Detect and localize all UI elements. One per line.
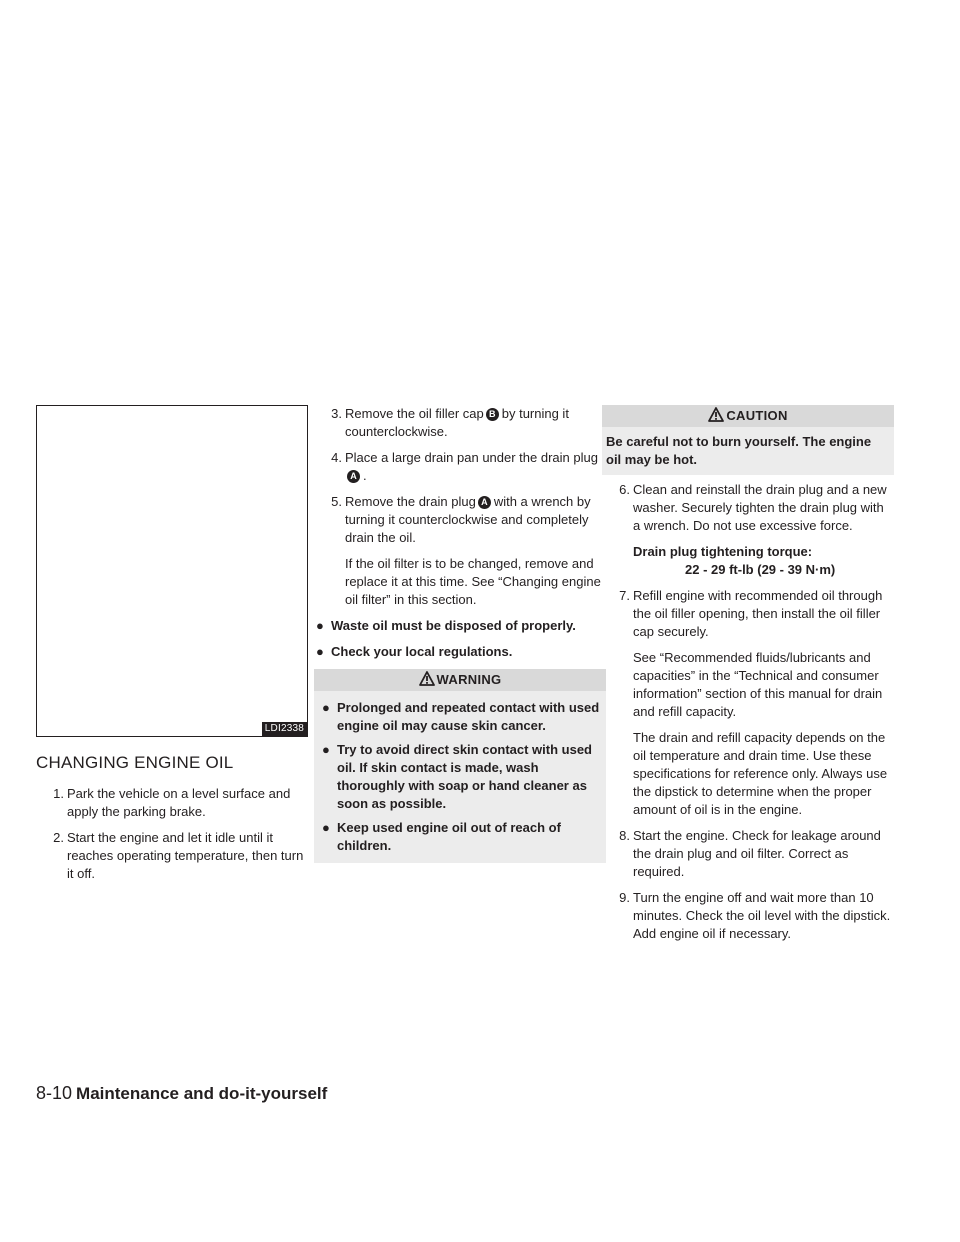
bullet-icon: ● bbox=[322, 700, 330, 715]
step-number: 4. bbox=[331, 450, 342, 465]
warning-text: Keep used engine oil out of reach of children. bbox=[337, 820, 561, 853]
figure-label: LDI2338 bbox=[262, 722, 307, 736]
bullet-item bbox=[314, 617, 606, 635]
bullet-icon: ● bbox=[316, 618, 324, 633]
step-text-cont: . bbox=[363, 468, 367, 483]
section-title: CHANGING ENGINE OIL bbox=[36, 753, 234, 772]
step-7 bbox=[602, 587, 894, 641]
bullet-text: Waste oil must be disposed of properly. bbox=[331, 618, 576, 633]
warning-text: Try to avoid direct skin contact with used oil. If skin contact is made, wash thoroughly with soap or hand cleaner as soon as possible. bbox=[337, 742, 592, 811]
step-text: Refill engine with recommended oil through the oil filler opening, then install the oil filler cap securely. bbox=[633, 588, 883, 639]
step-1 bbox=[36, 785, 308, 821]
engine-oil-figure bbox=[36, 405, 308, 737]
step-text: Remove the oil filler cap bbox=[345, 406, 484, 421]
caution-title: CAUTION bbox=[726, 408, 788, 423]
step-text: Remove the drain plug bbox=[345, 494, 476, 509]
step-text: Start the engine and let it idle until it reaches operating temperature, then turn it off. bbox=[67, 830, 304, 881]
caution-body: Be careful not to burn yourself. The engine oil may be hot. bbox=[602, 427, 894, 475]
step-number: 2. bbox=[53, 830, 64, 845]
step-text-cont: with a wrench by turning it counterclockwise and completely drain the oil. bbox=[345, 494, 591, 545]
warning-item bbox=[320, 819, 600, 855]
step-number: 1. bbox=[53, 786, 64, 801]
warning-header bbox=[314, 669, 606, 691]
step-5 bbox=[314, 493, 606, 547]
warning-icon bbox=[419, 671, 435, 686]
step-text-cont: by turning it counterclockwise. bbox=[345, 406, 569, 439]
step-number: 7. bbox=[619, 588, 630, 603]
step-2 bbox=[36, 829, 308, 883]
torque-spec bbox=[602, 543, 894, 579]
footer-section-title: Maintenance and do-it-yourself bbox=[76, 1084, 328, 1103]
step-text: Turn the engine off and wait more than 10 minutes. Check the oil level with the dipstick. Add engine oil if necessary. bbox=[633, 890, 891, 941]
step-number: 8. bbox=[619, 828, 630, 843]
step-5-note: If the oil filter is to be changed, remove and replace it at this time. See “Changing engine oil filter” in this section. bbox=[345, 556, 601, 607]
bullet-icon: ● bbox=[322, 820, 330, 835]
column-right bbox=[602, 405, 894, 951]
column-middle bbox=[314, 405, 606, 863]
callout-b-icon: B bbox=[486, 408, 499, 421]
step-number: 3. bbox=[331, 406, 342, 421]
step-3 bbox=[314, 405, 606, 441]
column-left bbox=[36, 405, 308, 891]
torque-value: 22 - 29 ft-lb (29 - 39 N·m) bbox=[685, 562, 836, 577]
step-number: 5. bbox=[331, 494, 342, 509]
caution-icon bbox=[708, 407, 724, 422]
callout-a-icon: A bbox=[347, 470, 360, 483]
bullet-item bbox=[314, 643, 606, 661]
page-number: 8-10 bbox=[36, 1083, 73, 1103]
warning-title: WARNING bbox=[436, 672, 502, 687]
step-number: 9. bbox=[619, 890, 630, 905]
callout-a-icon: A bbox=[478, 496, 491, 509]
step-text: Clean and reinstall the drain plug and a new washer. Securely tighten the drain plug with a wrench. Do not use excessive force. bbox=[633, 482, 887, 533]
warning-body bbox=[314, 691, 606, 863]
bullet-icon: ● bbox=[322, 742, 330, 757]
bullet-icon: ● bbox=[316, 644, 324, 659]
step-9 bbox=[602, 889, 894, 943]
warning-text: Prolonged and repeated contact with used engine oil may cause skin cancer. bbox=[337, 700, 600, 733]
bullet-text: Check your local regulations. bbox=[331, 644, 513, 659]
page-footer bbox=[36, 1082, 327, 1105]
warning-item bbox=[320, 741, 600, 813]
torque-label: Drain plug tightening torque: bbox=[633, 544, 813, 559]
step-8 bbox=[602, 827, 894, 881]
warning-item bbox=[320, 699, 600, 735]
step-7-note-2: The drain and refill capacity depends on the oil temperature and drain time. Use these specifications for reference only. Always use the dipstick to determine when the proper amount of oil is in the engine. bbox=[633, 730, 888, 817]
step-6 bbox=[602, 481, 894, 535]
step-text: Place a large drain pan under the drain plug bbox=[345, 450, 598, 465]
caution-header bbox=[602, 405, 894, 427]
step-text: Park the vehicle on a level surface and apply the parking brake. bbox=[67, 786, 291, 819]
step-4 bbox=[314, 449, 606, 485]
step-7-note-1: See “Recommended fluids/lubricants and capacities” in the “Technical and consumer information” section of this manual for drain and refill capacity. bbox=[633, 650, 883, 719]
step-number: 6. bbox=[619, 482, 630, 497]
step-text: Start the engine. Check for leakage around the drain plug and oil filter. Correct as required. bbox=[633, 828, 881, 879]
